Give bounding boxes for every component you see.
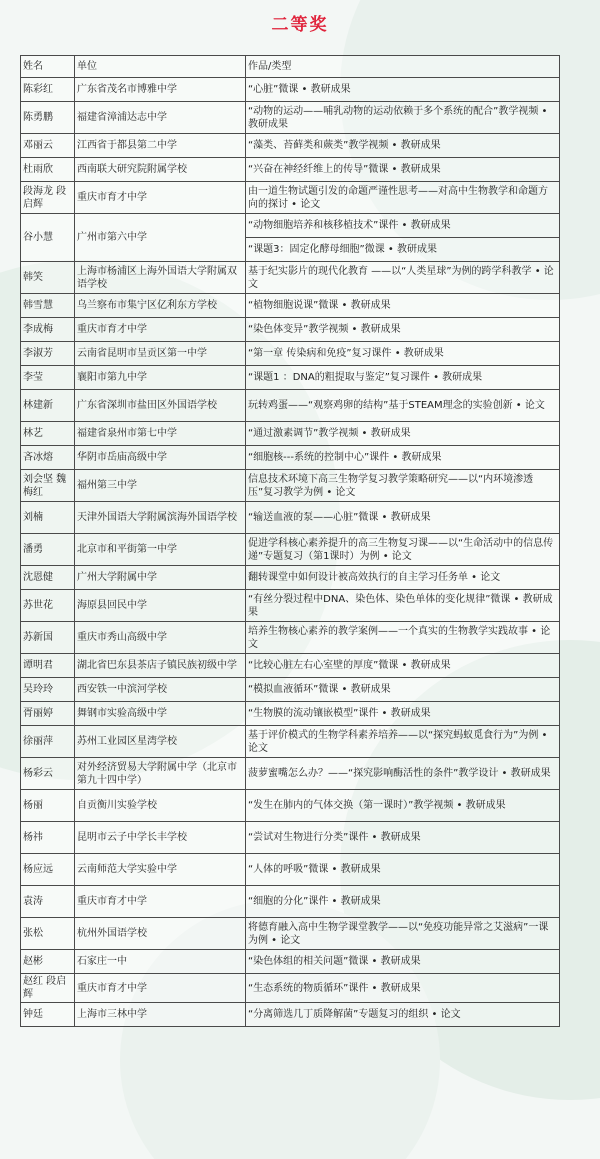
cell-name: 谷小慧 <box>21 214 75 262</box>
table-row <box>21 102 560 134</box>
cell-work: “生态系统的物质循环”课件 • 教研成果 <box>246 974 560 1003</box>
cell-name: 李淑芳 <box>21 342 75 366</box>
cell-work: “比较心脏左右心室壁的厚度”微课 • 教研成果 <box>246 654 560 678</box>
cell-name: 陈彩红 <box>21 78 75 102</box>
cell-name: 袁涛 <box>21 886 75 918</box>
table-row <box>21 1003 560 1027</box>
table-row <box>21 678 560 702</box>
table-row <box>21 566 560 590</box>
cell-unit: 自贡衡川实验学校 <box>75 790 246 822</box>
cell-work: “输送血液的泵——心脏”微课 • 教研成果 <box>246 502 560 534</box>
cell-unit: 云南省昆明市呈贡区第一中学 <box>75 342 246 366</box>
cell-unit: 昆明市云子中学长丰学校 <box>75 822 246 854</box>
cell-work: “染色体变异”教学视频 • 教研成果 <box>246 318 560 342</box>
cell-work: 基于纪实影片的现代化教育 ——以“人类星球”为例的跨学科教学 • 论文 <box>246 262 560 294</box>
cell-unit: 重庆市育才中学 <box>75 886 246 918</box>
column-header-unit: 单位 <box>75 56 246 78</box>
cell-unit: 对外经济贸易大学附属中学（北京市第九十四中学） <box>75 758 246 790</box>
table-row <box>21 470 560 502</box>
table-row <box>21 534 560 566</box>
cell-name: 杨彩云 <box>21 758 75 790</box>
cell-unit: 北京市和平街第一中学 <box>75 534 246 566</box>
cell-name: 胥丽婷 <box>21 702 75 726</box>
table-row <box>21 918 560 950</box>
cell-work: 促进学科核心素养提升的高三生物复习课——以“生命活动中的信息传递”专题复习（第1课时）为例 • 论文 <box>246 534 560 566</box>
table-row <box>21 182 560 214</box>
cell-unit: 福建省泉州市第七中学 <box>75 422 246 446</box>
cell-work: “生物膜的流动镶嵌模型”课件 • 教研成果 <box>246 702 560 726</box>
cell-unit: 苏州工业园区星湾学校 <box>75 726 246 758</box>
cell-name: 钟廷 <box>21 1003 75 1027</box>
cell-unit: 西南联大研究院附属学校 <box>75 158 246 182</box>
cell-name: 李莹 <box>21 366 75 390</box>
cell-unit: 重庆市育才中学 <box>75 974 246 1003</box>
cell-unit: 福州第三中学 <box>75 470 246 502</box>
table-row <box>21 78 560 102</box>
table-row <box>21 294 560 318</box>
awards-table <box>20 55 560 1027</box>
cell-unit: 上海市杨浦区上海外国语大学附属双语学校 <box>75 262 246 294</box>
cell-unit: 乌兰察布市集宁区亿利东方学校 <box>75 294 246 318</box>
cell-name: 刘会坚 魏梅红 <box>21 470 75 502</box>
table-row <box>21 422 560 446</box>
cell-work: “尝试对生物进行分类”课件 • 教研成果 <box>246 822 560 854</box>
cell-work: “课题3：固定化酵母细胞”微课 • 教研成果 <box>246 238 560 262</box>
cell-unit: 舞钢市实验高级中学 <box>75 702 246 726</box>
table-row <box>21 590 560 622</box>
cell-name: 杜雨欣 <box>21 158 75 182</box>
cell-work: “藻类、苔藓类和蕨类”教学视频 • 教研成果 <box>246 134 560 158</box>
cell-work: “细胞的分化”课件 • 教研成果 <box>246 886 560 918</box>
cell-work: “染色体组的相关问题”微课 • 教研成果 <box>246 950 560 974</box>
cell-name: 邓丽云 <box>21 134 75 158</box>
cell-work: 翻转课堂中如何设计被高效执行的自主学习任务单 • 论文 <box>246 566 560 590</box>
table-row <box>21 158 560 182</box>
cell-unit: 广州大学附属中学 <box>75 566 246 590</box>
cell-name: 韩雪慧 <box>21 294 75 318</box>
cell-name: 赵红 段启辉 <box>21 974 75 1003</box>
table-row <box>21 822 560 854</box>
cell-work: “植物细胞说课”微课 • 教研成果 <box>246 294 560 318</box>
cell-name: 吴玲玲 <box>21 678 75 702</box>
table-header-row <box>21 56 560 78</box>
cell-unit: 海原县回民中学 <box>75 590 246 622</box>
cell-name: 韩笑 <box>21 262 75 294</box>
cell-name: 段海龙 段启辉 <box>21 182 75 214</box>
table-row <box>21 214 560 238</box>
table-row <box>21 390 560 422</box>
cell-name: 杨祎 <box>21 822 75 854</box>
table-row <box>21 790 560 822</box>
cell-work: 将德育融入高中生物学课堂教学——以“免疫功能异常之艾滋病”一课为例 • 论文 <box>246 918 560 950</box>
cell-unit: 广州市第六中学 <box>75 214 246 262</box>
table-row <box>21 758 560 790</box>
cell-unit: 襄阳市第九中学 <box>75 366 246 390</box>
cell-name: 苏新国 <box>21 622 75 654</box>
cell-unit: 石家庄一中 <box>75 950 246 974</box>
page-title: 二等奖 <box>271 15 329 35</box>
cell-work: “分离筛选几丁质降解菌”专题复习的组织 • 论文 <box>246 1003 560 1027</box>
table-row <box>21 886 560 918</box>
cell-unit: 重庆市育才中学 <box>75 182 246 214</box>
cell-name: 赵彬 <box>21 950 75 974</box>
table-row <box>21 654 560 678</box>
cell-unit: 重庆市育才中学 <box>75 318 246 342</box>
cell-work: 菠萝蜜嘴怎么办？——“探究影响酶活性的条件”教学设计 • 教研成果 <box>246 758 560 790</box>
cell-work: “模拟血液循环”微课 • 教研成果 <box>246 678 560 702</box>
table-row <box>21 622 560 654</box>
cell-name: 吝冰熔 <box>21 446 75 470</box>
cell-work: “有丝分裂过程中DNA、染色体、染色单体的变化规律”微课 • 教研成果 <box>246 590 560 622</box>
cell-unit: 华阴市岳庙高级中学 <box>75 446 246 470</box>
column-header-work: 作品/类型 <box>246 56 560 78</box>
cell-name: 陈勇鹏 <box>21 102 75 134</box>
cell-unit: 杭州外国语学校 <box>75 918 246 950</box>
cell-name: 杨丽 <box>21 790 75 822</box>
awards-table-body <box>21 78 560 1027</box>
cell-work: 培养生物核心素养的教学案例——一个真实的生物教学实践故事 • 论文 <box>246 622 560 654</box>
cell-work: “细胞核---系统的控制中心”课件 • 教研成果 <box>246 446 560 470</box>
cell-name: 杨应远 <box>21 854 75 886</box>
cell-work: 由一道生物试题引发的命题严谨性思考——对高中生物教学和命题方向的探讨 • 论文 <box>246 182 560 214</box>
cell-work: “课题1 ：DNA的粗提取与鉴定”复习课件 • 教研成果 <box>246 366 560 390</box>
table-row <box>21 366 560 390</box>
cell-unit: 湖北省巴东县茶店子镇民族初级中学 <box>75 654 246 678</box>
cell-work: 玩转鸡蛋——“观察鸡卵的结构”基于STEAM理念的实验创新 • 论文 <box>246 390 560 422</box>
cell-work: “动物细胞培养和核移植技术”课件 • 教研成果 <box>246 214 560 238</box>
cell-name: 沈恩健 <box>21 566 75 590</box>
table-row <box>21 446 560 470</box>
cell-unit: 上海市三林中学 <box>75 1003 246 1027</box>
table-row <box>21 726 560 758</box>
cell-unit: 福建省漳浦达志中学 <box>75 102 246 134</box>
cell-name: 苏世花 <box>21 590 75 622</box>
cell-name: 林艺 <box>21 422 75 446</box>
cell-name: 林建新 <box>21 390 75 422</box>
cell-work: “动物的运动——哺乳动物的运动依赖于多个系统的配合”教学视频 • 教研成果 <box>246 102 560 134</box>
cell-work: 基于评价模式的生物学科素养培养——以“探究蚂蚁觅食行为”为例 • 论文 <box>246 726 560 758</box>
table-row <box>21 502 560 534</box>
cell-work: “第一章 传染病和免疫”复习课件 • 教研成果 <box>246 342 560 366</box>
table-row <box>21 262 560 294</box>
column-header-name: 姓名 <box>21 56 75 78</box>
table-row <box>21 854 560 886</box>
cell-unit: 重庆市秀山高级中学 <box>75 622 246 654</box>
table-row <box>21 702 560 726</box>
cell-work: 信息技术环境下高三生物学复习教学策略研究——以“内环境渗透压”复习教学为例 • 论文 <box>246 470 560 502</box>
cell-unit: 西安铁一中滨河学校 <box>75 678 246 702</box>
cell-work: “人体的呼吸”微课 • 教研成果 <box>246 854 560 886</box>
cell-name: 徐丽萍 <box>21 726 75 758</box>
cell-name: 刘楠 <box>21 502 75 534</box>
cell-unit: 广东省茂名市博雅中学 <box>75 78 246 102</box>
cell-unit: 天津外国语大学附属滨海外国语学校 <box>75 502 246 534</box>
table-row <box>21 134 560 158</box>
cell-name: 潘勇 <box>21 534 75 566</box>
table-row <box>21 950 560 974</box>
cell-name: 张松 <box>21 918 75 950</box>
table-row <box>21 342 560 366</box>
cell-work: “心脏”微课 • 教研成果 <box>246 78 560 102</box>
cell-name: 谭明君 <box>21 654 75 678</box>
table-row <box>21 974 560 1003</box>
cell-unit: 江西省于都县第二中学 <box>75 134 246 158</box>
cell-unit: 云南师范大学实验中学 <box>75 854 246 886</box>
cell-work: “发生在肺内的气体交换（第一课时）”教学视频 • 教研成果 <box>246 790 560 822</box>
cell-work: “通过激素调节”教学视频 • 教研成果 <box>246 422 560 446</box>
cell-name: 李成梅 <box>21 318 75 342</box>
cell-work: “兴奋在神经纤维上的传导”微课 • 教研成果 <box>246 158 560 182</box>
table-row <box>21 318 560 342</box>
cell-unit: 广东省深圳市盐田区外国语学校 <box>75 390 246 422</box>
